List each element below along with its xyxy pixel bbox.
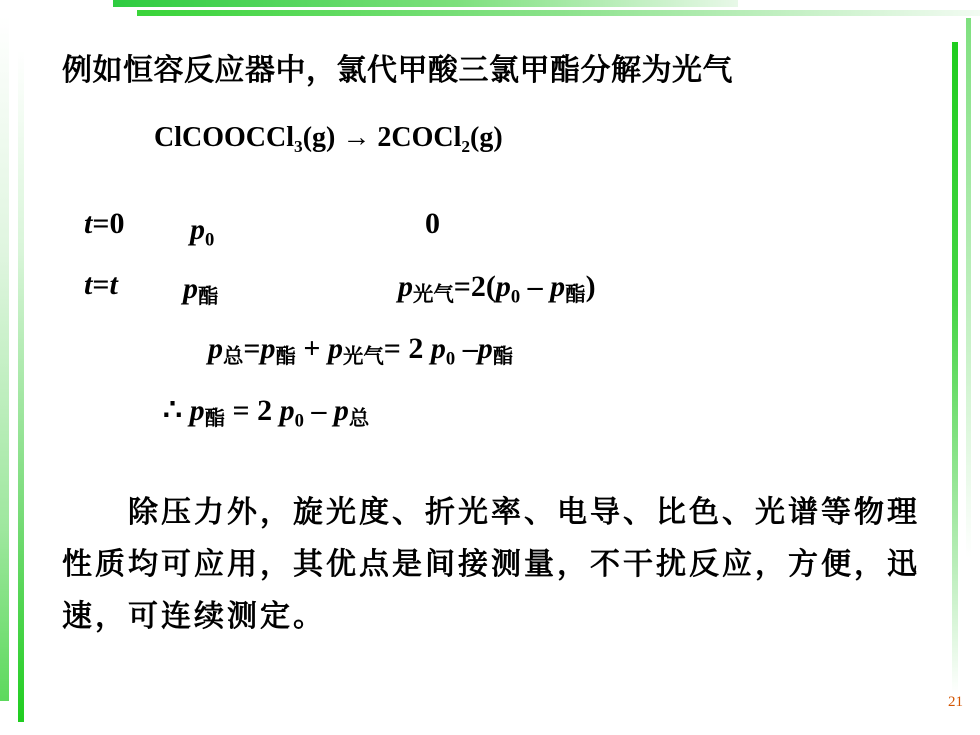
minus-sign: –	[311, 394, 327, 427]
time-symbol-t: t	[109, 268, 118, 301]
initial-subscript: 0	[294, 410, 304, 432]
product-formula: 2COCl	[377, 122, 462, 153]
initial-pressure-symbol: p	[495, 270, 511, 303]
minus-sign: –	[527, 270, 543, 303]
minus-sign: –	[462, 332, 478, 365]
row-tt-phosgene-expression	[398, 270, 596, 309]
phosgene-subscript: 光气	[413, 282, 454, 307]
total-subscript: 总	[223, 344, 244, 369]
time-equals: =	[92, 268, 110, 301]
initial-pressure-symbol: p	[279, 394, 295, 427]
total-pressure-symbol: p	[333, 394, 349, 427]
product-phase: (g)	[470, 122, 503, 153]
pressure-symbol: p	[183, 272, 198, 305]
left-accent-bar	[0, 16, 9, 701]
reactant-formula: ClCOOCCl	[154, 122, 294, 153]
time-symbol: t	[84, 207, 93, 240]
right-accent-bar-secondary	[966, 18, 971, 558]
equals-sign: =	[243, 332, 261, 365]
ester-pressure-symbol-2: p	[477, 332, 493, 365]
ester-pressure-symbol: p	[550, 270, 566, 303]
phosgene-pressure-symbol: p	[398, 270, 413, 303]
equals-two: = 2	[383, 332, 431, 365]
row-tt-time	[84, 268, 118, 302]
top-accent-bar-secondary	[137, 10, 980, 16]
ester-subscript-2: 酯	[492, 344, 514, 369]
therefore-symbol: ∴	[163, 394, 183, 427]
reactant-subscript: 3	[294, 137, 303, 157]
pressure-symbol: p	[190, 213, 205, 246]
body-paragraph: 除压力外，旋光度、折光率、电导、比色、光谱等物理性质均可应用，其优点是间接测量，不干扰反应，方便，迅速，可连续测定。	[62, 495, 920, 634]
ester-subscript: 酯	[565, 282, 586, 307]
ester-pressure-symbol: p	[189, 394, 205, 427]
therefore-equation	[163, 393, 369, 433]
pressure-subscript: 酯	[198, 284, 219, 309]
total-pressure-equation	[208, 332, 513, 371]
right-accent-bar	[952, 42, 958, 694]
initial-pressure-subscript: 0	[510, 286, 521, 308]
row-t0-time	[84, 207, 124, 241]
phosgene-subscript: 光气	[343, 344, 384, 369]
page-number: 21	[948, 694, 963, 710]
ester-subscript: 酯	[204, 406, 225, 431]
equals-two: = 2	[224, 394, 280, 427]
product-subscript: 2	[461, 137, 471, 157]
total-subscript: 总	[348, 406, 370, 431]
ester-pressure-symbol: p	[260, 332, 276, 365]
ester-subscript: 酯	[275, 344, 296, 369]
row-t0-phosgene-pressure: 0	[425, 207, 440, 240]
reaction-equation	[154, 122, 503, 157]
slide-title: 例如恒容反应器中，氯代甲酸三氯甲酯分解为光气	[62, 53, 733, 88]
initial-subscript: 0	[445, 348, 456, 370]
time-symbol: t	[84, 268, 93, 301]
pressure-subscript: 0	[205, 229, 215, 251]
left-accent-bar-secondary	[18, 50, 24, 722]
total-pressure-symbol: p	[208, 332, 223, 365]
reactant-phase: (g)	[302, 122, 336, 153]
expr-prefix: =2(	[453, 270, 496, 303]
initial-pressure-symbol: p	[430, 332, 446, 365]
time-value: =0	[92, 207, 125, 240]
close-paren: )	[585, 270, 596, 303]
top-accent-bar	[113, 0, 738, 7]
row-tt-ester-pressure	[183, 272, 218, 309]
phosgene-pressure-symbol: p	[328, 332, 343, 365]
reaction-arrow: →	[342, 122, 371, 153]
plus-sign: +	[303, 332, 321, 365]
row-t0-ester-pressure	[190, 213, 214, 252]
